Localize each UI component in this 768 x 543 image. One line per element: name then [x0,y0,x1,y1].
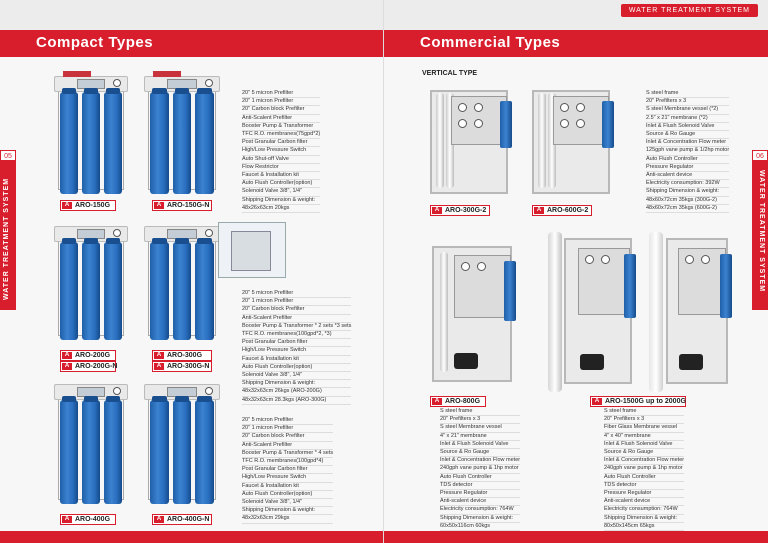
brand-logo-icon: A [432,398,442,405]
model-caption: A ARO-150G-N [152,200,212,211]
product-image-aro-400g-n [142,380,222,510]
side-tab-label: WATER TREATMENT SYSTEM [758,170,765,293]
product-image-aro-200g [52,222,130,346]
spec-list-400g: 20" 5 micron Prefilter 20" 1 micron Prefilter 20" Carbon block Prefilter Anti-Scalent Prefilter Booster Pump & Transformer * 4 sets TFC R.O. membranes(100gpd*4) Post Granular Carbon filter High/Low Pressure Switch Faucet & Installation kit Auto Flush Controller(option) Solenoid Valve 3/8", 1/4" Shipping Dimension & weight: 48x32x63cm 29kgs [242,417,333,524]
top-band [384,0,768,30]
model-caption: A ARO-400G [60,514,116,525]
page-number: 06 [752,150,768,164]
section-label: VERTICAL TYPE [422,70,478,77]
bottom-bar [384,531,768,543]
page-title: Commercial Types [420,34,561,51]
page-commercial-types [384,0,768,543]
model-caption: A ARO-400G-N [152,514,212,525]
product-image-aro-150g [52,72,130,200]
product-image-aro-1500g [538,232,638,392]
title-banner [384,30,768,57]
model-caption: A ARO-150G [60,200,116,211]
model-caption: A ARO-1500G up to 2000G [590,396,686,407]
product-image-aro-400g [52,380,130,510]
page-title: Compact Types [36,34,154,51]
model-caption: A ARO-300G-2 [430,205,490,216]
top-band [0,0,383,30]
brand-logo-icon: A [62,202,72,209]
spec-list-1500g: S steel frame 20" Prefilters x 3 Fiber Glass Membrane vessel 4" x 40" membrane Inlet & Flush Solenoid Valve Source & Ro Gauge Inlet & Concentration Flow meter 240gph vane pump & 1hp motor Auto Flush Controller TDS detector Pressure Regulator Anti-scalent device Electricity consumption: 764W Shipping Dimension & weight: 80x50x145cm 65kgs [604,408,684,531]
brand-logo-icon: A [62,352,72,359]
spec-list-800g: S steel frame 20" Prefilters x 3 S steel Membrane vessel 4" x 21" membrane Inlet & Flush Solenoid Valve Source & Ro Gauge Inlet & Concentration Flow meter 240gph vane pump & 1hp motor Auto Flush Controller TDS detector Pressure Regulator Anti-scalent device Electricity consumption: 764W Shipping Dimension & weight: 60x50x116cm 60kgs [440,408,520,531]
product-image-aro-2000g [640,232,734,392]
series-tag: WATER TREATMENT SYSTEM [621,4,758,17]
title-banner [0,30,384,57]
brand-logo-icon: A [432,207,442,214]
side-tab [752,160,768,310]
product-image-aro-300g-2 [424,84,514,202]
spec-list-150g: 20" 5 micron Prefilter 20" 1 micron Prefilter 20" Carbon block Prefilter Anti-Scalent Prefilter Booster Pump & Transformer TFC R.O. membranes(75gpd*2) Post Granular Carbon filter High/Low Pressure Switch Auto Shut-off Valve Flow Restrictor Faucet & Installation kit Auto Flush Controller(option) Solenoid Valve 3/8", 1/4" Shipping Dimension & weight: 48x26x63cm 20kgs [242,90,320,213]
product-image-aro-300g [142,222,222,346]
brand-logo-icon: A [154,516,164,523]
brand-logo-icon: A [154,352,164,359]
brand-logo-icon: A [154,202,164,209]
model-caption: A ARO-200G [60,350,116,361]
inset-photo [218,222,286,278]
brand-logo-icon: A [62,516,72,523]
product-image-aro-800g [426,240,518,390]
model-caption: A ARO-600G-2 [532,205,592,216]
model-caption: A ARO-800G [430,396,486,407]
product-image-aro-150g-n [142,72,222,200]
model-caption: A ARO-200G-N [60,361,116,372]
brand-logo-icon: A [62,363,72,370]
product-image-aro-600g-2 [526,84,616,202]
bottom-bar [0,531,383,543]
model-caption: A ARO-300G [152,350,212,361]
spec-list-200g-300g: 20" 5 micron Prefilter 20" 1 micron Prefilter 20" Carbon block Prefilter Anti-Scalent Prefilter Booster Pump & Transformer * 2 sets *3 sets TFC R.O. membranes(100gpd*2, *3) Post Granular Carbon filter High/Low Pressure Switch Faucet & Installation kit Auto Flush Controller(option) Solenoid Valve 3/8", 1/4" Shipping Dimension & weight: 48x32x63cm 26kgs (ARO-200G) 48x32x63cm 28.3kgs (ARO-300G) [242,290,351,405]
brand-logo-icon: A [154,363,164,370]
page-number: 05 [0,150,16,164]
side-tab-label: WATER TREATMENT SYSTEM [3,177,10,300]
spec-list-300g-2-600g-2: S steel frame 20" Prefilters x 3 S steel Membrane vessel (*2) 2.5" x 21" membrane (*2) Inlet & Flush Solenoid Valve Source & Ro Gauge Inlet & Concentration Flow meter 125gph vane pump & 1/2hp motor Auto Flush Controller Pressure Regulator Anti-scalent device Electricity consumption: 392W Shipping Dimension & weight: 48x60x72cm 35kgs (300G-2) 48x60x72cm 35kgs (600G-2) [646,90,729,213]
brand-logo-icon: A [592,398,602,405]
side-tab [0,160,16,310]
model-caption: A ARO-300G-N [152,361,212,372]
brand-logo-icon: A [534,207,544,214]
